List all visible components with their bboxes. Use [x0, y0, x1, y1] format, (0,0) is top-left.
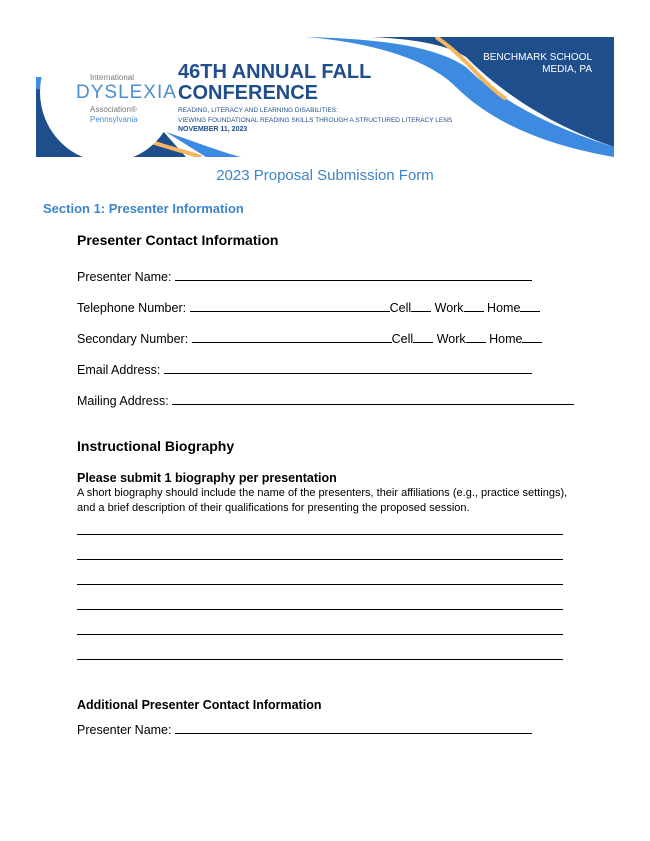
bio-line[interactable]: [77, 584, 563, 585]
mailing-line[interactable]: [172, 392, 574, 405]
presenter-name-field[interactable]: [77, 268, 532, 284]
field-label: Mailing Address:: [77, 394, 169, 408]
mailing-address-field[interactable]: [77, 392, 574, 408]
secondary-number-field[interactable]: [77, 330, 542, 346]
bio-subheading: Please submit 1 biography per presentation: [77, 471, 337, 485]
email-line[interactable]: [164, 361, 532, 374]
bio-line[interactable]: [77, 609, 563, 610]
cell-option: Cell: [389, 301, 412, 315]
org-logo-dyslexia: DYSLEXIA: [76, 82, 177, 103]
field-label: Email Address:: [77, 363, 161, 377]
home-option: Home: [487, 301, 521, 315]
email-field[interactable]: [77, 361, 532, 377]
bio-line[interactable]: [77, 659, 563, 660]
org-name-line: International: [90, 73, 135, 82]
section-heading: Section 1: Presenter Information: [43, 201, 244, 216]
field-label: Presenter Name:: [77, 723, 172, 737]
work-option: Work: [434, 301, 464, 315]
bio-line[interactable]: [77, 534, 563, 535]
bio-line[interactable]: [77, 559, 563, 560]
home-line[interactable]: [522, 330, 542, 343]
home-option: Home: [489, 332, 523, 346]
work-line[interactable]: [464, 299, 484, 312]
cell-line[interactable]: [411, 299, 431, 312]
bio-line[interactable]: [77, 634, 563, 635]
additional-heading: Additional Presenter Contact Information: [77, 698, 322, 712]
additional-presenter-name-line[interactable]: [175, 721, 532, 734]
conference-date: NOVEMBER 11, 2023: [178, 126, 248, 133]
cell-option: Cell: [391, 332, 414, 346]
work-option: Work: [436, 332, 466, 346]
conference-title: 46TH ANNUAL FALL CONFERENCE: [178, 61, 372, 104]
additional-presenter-name-field[interactable]: [77, 721, 532, 737]
telephone-field[interactable]: [77, 299, 540, 315]
home-line[interactable]: [520, 299, 540, 312]
field-label: Telephone Number:: [77, 301, 187, 315]
org-name-line: Association®: [90, 105, 137, 114]
bio-description: A short biography should include the name of the presenters, their affiliations (e.g., practice settings), and a brief description of their qualifications for presenting the proposed session.: [77, 487, 568, 514]
form-title: 2023 Proposal Submission Form: [216, 167, 434, 184]
conference-banner: [36, 37, 614, 157]
contact-heading: Presenter Contact Information: [77, 232, 279, 248]
org-name-line: Pennsylvania: [90, 115, 138, 124]
presenter-name-line[interactable]: [175, 268, 532, 281]
field-label: Secondary Number:: [77, 332, 189, 346]
work-line[interactable]: [466, 330, 486, 343]
venue: BENCHMARK SCHOOL MEDIA, PA: [483, 52, 592, 75]
conference-subtitle: READING, LITERACY AND LEARNING DISABILITIES: VIEWING FOUNDATIONAL READING SKILLS THROUGH A STRUCTURED LITERACY LENS: [178, 107, 453, 124]
cell-line[interactable]: [413, 330, 433, 343]
telephone-line[interactable]: [190, 299, 390, 312]
field-label: Presenter Name:: [77, 270, 172, 284]
secondary-line[interactable]: [192, 330, 392, 343]
bio-heading: Instructional Biography: [77, 438, 235, 454]
